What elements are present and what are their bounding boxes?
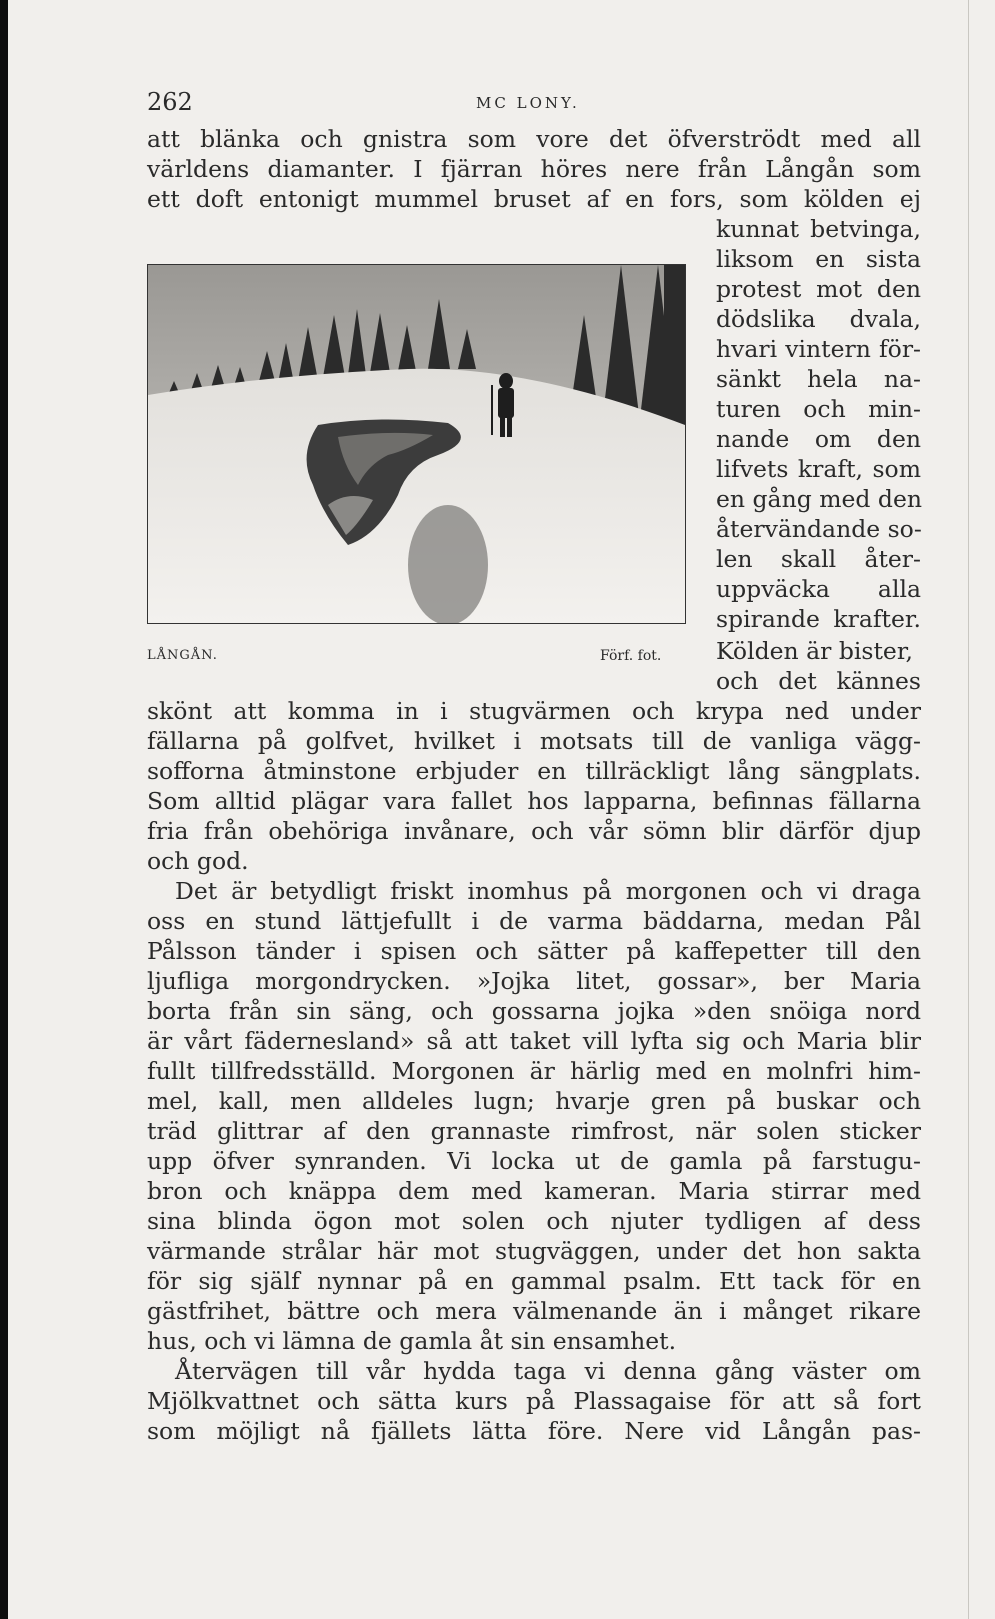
text-line: och det kännes [716,667,921,695]
text-line: Mjölkvattnet och sätta kurs på Plassagaise för att så fort [147,1387,921,1415]
text-line: turen och min- [716,395,921,423]
text-line: oss en stund lättjefullt i de varma bäddarna, medan Pål [147,907,921,935]
text-line: skönt att komma in i stugvärmen och krypa ned under [147,697,921,725]
text-line: upp öfver synranden. Vi locka ut de gamla på farstugu- [147,1147,921,1175]
text-line: borta från sin säng, och gossarna jojka »den snöiga nord [147,997,921,1025]
page-number: 262 [147,88,193,116]
text-line: återvändande so- [716,515,922,543]
text-line: dödslika dvala, [716,305,921,333]
text-line: träd glittrar af den grannaste rimfrost, när solen sticker [147,1117,921,1145]
text-line: fällarna på golfvet, hvilket i motsats till de vanliga vägg- [147,727,921,755]
running-title: MC LONY. [476,94,580,112]
text-line: ljufliga morgondrycken. »Jojka litet, gossar», ber Maria [147,967,921,995]
text-line: Återvägen till vår hydda taga vi denna gång väster om [175,1357,921,1385]
text-line: len skall åter- [716,545,921,573]
figure-caption: LÅNGÅN. [147,648,218,663]
text-line: världens diamanter. I fjärran höres nere från Långån som [147,155,921,183]
text-line: uppväcka alla [716,575,921,603]
text-line: hus, och vi lämna de gamla åt sin ensamhet. [147,1327,677,1355]
text-line: Pålsson tänder i spisen och sätter på kaffepetter till den [147,937,921,965]
text-line: värmande strålar här mot stugväggen, under det hon sakta [147,1237,921,1265]
text-line: liksom en sista [716,245,921,273]
text-line: och god. [147,847,249,875]
text-line: för sig själf nynnar på en gammal psalm. Ett tack för en [147,1267,921,1295]
text-line: Som alltid plägar vara fallet hos lapparna, befinnas fällarna [147,787,921,815]
text-line: mel, kall, men alldeles lugn; hvarje gren på buskar och [147,1087,921,1115]
text-line: protest mot den [716,275,921,303]
photo-credit: Förf. fot. [600,648,662,664]
text-line: gästfrihet, bättre och mera välmenande än i månget rikare [147,1297,921,1325]
text-line: sänkt hela na- [716,365,921,393]
text-line: sofforna åtminstone erbjuder en tillräckligt lång sängplats. [147,757,921,785]
text-line: att blänka och gnistra som vore det öfverströdt med all [147,125,921,153]
text-line: ett doft entonigt mummel bruset af en fors, som kölden ej [147,185,921,213]
text-line: bron och knäppa dem med kameran. Maria stirrar med [147,1177,921,1205]
scan-edge [0,0,8,1619]
winter-river-photo [148,265,685,623]
text-line: sina blinda ögon mot solen och njuter tydligen af dess [147,1207,921,1235]
text-line: Det är betydligt friskt inomhus på morgonen och vi draga [175,877,921,905]
text-line: spirande krafter. [716,605,921,633]
text-line: fria från obehöriga invånare, och vår sömn blir därför djup [147,817,921,845]
text-line: en gång med den [716,485,923,513]
text-line: nande om den [716,425,921,453]
scan-line [968,0,969,1619]
text-line: kunnat betvinga, [716,215,921,243]
text-line: lifvets kraft, som [716,455,921,483]
text-line: Kölden är bister, [716,637,913,665]
text-line: hvari vintern för- [716,335,921,363]
text-line: fullt tillfredsställd. Morgonen är härlig med en molnfri him- [147,1057,921,1085]
text-line: är vårt fädernesland» så att taket vill lyfta sig och Maria blir [147,1027,921,1055]
photo-langan [147,264,686,624]
text-line: som möjligt nå fjällets lätta före. Nere vid Långån pas- [147,1417,921,1445]
